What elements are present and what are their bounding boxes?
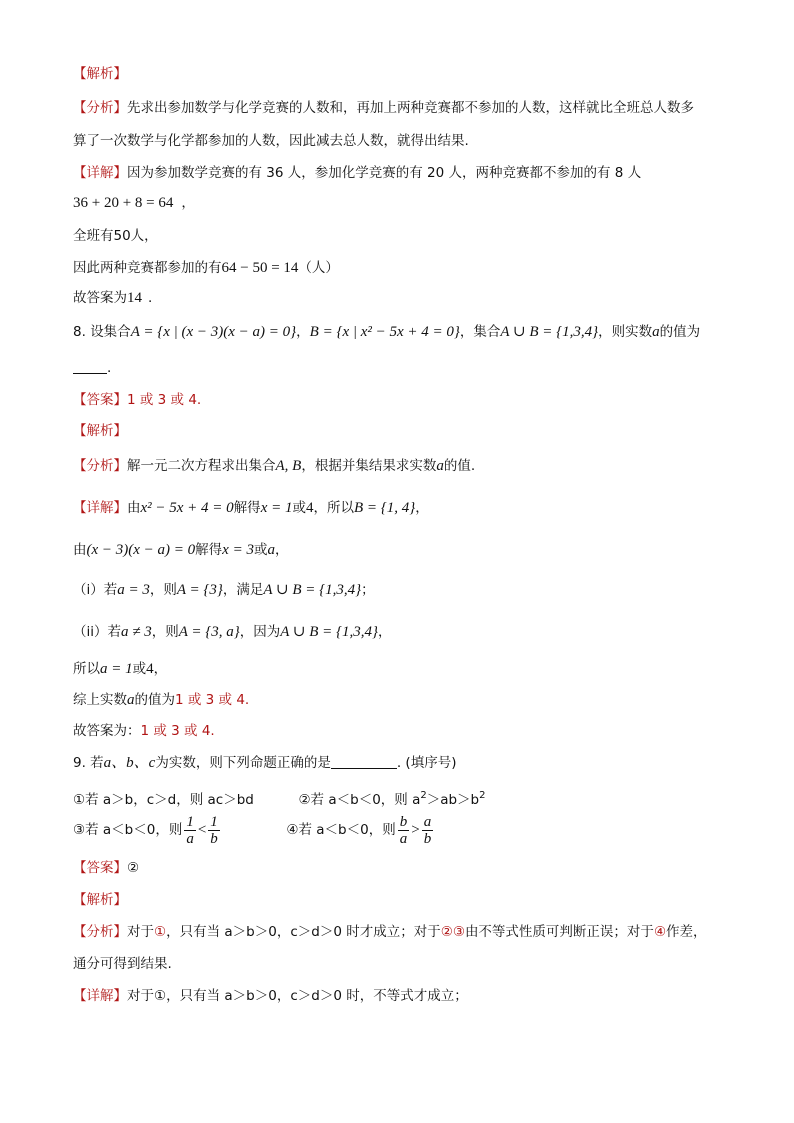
option-ref: ④: [653, 924, 667, 940]
vars: a、b、c: [103, 755, 156, 771]
detail-tag: 【详解】: [73, 165, 127, 181]
q8-detail-2: [73, 540, 288, 560]
numerator: 1: [186, 813, 194, 830]
punct: ，: [415, 500, 429, 516]
q8-blank-line: [73, 358, 111, 378]
union-expr: A ∪ B = {1,3,4}: [500, 324, 599, 340]
text: 解一元二次方程求出集合: [127, 458, 276, 474]
answer-blank: [331, 754, 397, 769]
text: 由不等式性质可判断正误；对于: [464, 924, 654, 940]
answer-tag: 【答案】: [73, 392, 127, 408]
text: （ii）若: [73, 624, 122, 640]
q8-analysis: [73, 456, 475, 476]
option-ref: ②③: [440, 924, 465, 940]
solution: a = 1: [100, 661, 133, 677]
q8-analysis-heading: 【解析】: [73, 423, 127, 439]
q9-answer: [73, 858, 139, 878]
q9-analysis-cont: 通分可得到结果.: [73, 956, 172, 972]
summary-value: 1 或 3 或 4.: [175, 692, 250, 708]
sup-2: 2: [420, 790, 427, 801]
set-a-def: A = {x | (x − 3)(x − a) = 0}: [130, 324, 297, 340]
q8-case-1: [73, 580, 375, 600]
q8-answer: [73, 390, 201, 410]
numerator: a: [423, 813, 432, 830]
text: 或: [292, 500, 306, 516]
q8-stem: [73, 322, 700, 342]
fraction: [208, 814, 220, 847]
q9-options-row1: [73, 786, 486, 810]
set-b-value: B = {1, 4}: [353, 500, 416, 516]
text: （i）若: [73, 582, 118, 598]
option-ref: ①: [154, 924, 167, 940]
text: （人）: [298, 260, 339, 276]
detail-text: 因为参加数学竞赛的有 36 人，参加化学竞赛的有 20 人，两种竞赛都不参加的有 8 人: [127, 165, 642, 181]
text: 解得: [195, 542, 223, 558]
text: ，根据并集结果求实数: [301, 458, 437, 474]
answer-line: [73, 288, 152, 308]
text: 为实数，则下列命题正确的是: [155, 755, 331, 771]
detail-tag: 【详解】: [73, 988, 127, 1004]
analysis-text: 先求出参加数学与化学竞赛的人数和，再加上两种竞赛都不参加的人数，这样就比全班总人数多: [127, 100, 694, 116]
answer-value: ②: [127, 860, 140, 876]
text: ②若 a＜b＜0，则 a: [298, 792, 421, 808]
text: 的值.: [443, 458, 476, 474]
product-eq: (x − 3)(x − a) = 0: [86, 542, 196, 558]
numerator: 1: [210, 813, 218, 830]
text: 由: [127, 500, 141, 516]
answer-number: 14: [127, 290, 142, 306]
q8-so: [73, 659, 167, 679]
union-expr: A ∪ B = {1,3,4}: [280, 624, 379, 640]
answer-value: 1 或 3 或 4.: [127, 392, 202, 408]
option-2: [298, 792, 485, 808]
solution: x = 3: [222, 542, 254, 558]
analysis-heading: 【解析】: [73, 66, 127, 82]
q9-options-row2: [73, 812, 435, 848]
punct: ，: [296, 324, 310, 340]
analysis-paragraph: [73, 98, 694, 118]
text: 所以: [73, 661, 100, 677]
var: a: [436, 458, 444, 474]
text: 9. 若: [73, 755, 104, 771]
fraction: [184, 814, 196, 847]
q9-analysis: [73, 922, 707, 942]
q8-summary: [73, 690, 249, 710]
sets: A, B: [275, 458, 302, 474]
text: 或: [132, 661, 147, 677]
q9-analysis-heading: 【解析】: [73, 892, 127, 908]
text: 故答案为：: [73, 723, 141, 739]
text: 的值为: [134, 692, 175, 708]
punct: .: [107, 360, 112, 376]
text: ＞ab＞b: [426, 792, 480, 808]
solution: x = 1: [260, 500, 293, 516]
denominator: a: [186, 830, 194, 847]
text: ，所以: [313, 500, 354, 516]
text: ，满足: [222, 582, 264, 598]
text: 解得: [233, 500, 261, 516]
text: ，因为: [239, 624, 281, 640]
punct: ；: [361, 582, 375, 598]
text: ，则: [149, 582, 177, 598]
fraction: [398, 814, 410, 847]
text: 对于: [127, 924, 154, 940]
text: 设集合: [90, 324, 131, 340]
text: ，则实数: [598, 324, 653, 340]
set-a-value: A = {3}: [176, 582, 223, 598]
equation-diff: 64 − 50 = 14: [221, 260, 299, 276]
answer-blank: [73, 359, 107, 374]
option-4-text: ④若 a＜b＜0，则: [286, 822, 396, 838]
q8-case-2: [73, 622, 392, 642]
final-value: 1 或 3 或 4.: [140, 723, 215, 739]
q9-detail: [73, 986, 468, 1006]
option-1: ①若 a＞b，c＞d，则 ac＞bd: [73, 792, 254, 808]
text: ，则: [151, 624, 179, 640]
q8-detail-1: [73, 498, 429, 518]
equation-sum-expr: 36 + 20 + 8 = 64: [73, 195, 174, 211]
denominator: b: [423, 830, 432, 847]
q9-stem: [73, 753, 456, 773]
text: 综上实数: [73, 692, 127, 708]
condition: a = 3: [117, 582, 150, 598]
var: a: [267, 542, 275, 558]
gt-sign: >: [411, 822, 420, 838]
detail-paragraph: [73, 163, 641, 183]
condition: a ≠ 3: [121, 624, 152, 640]
answer-tag: 【答案】: [73, 860, 127, 876]
class-total-line: 全班有50人，: [73, 228, 158, 244]
solution: 4: [146, 661, 154, 677]
analysis-tag: 【分析】: [73, 458, 127, 474]
option-3-text: ③若 a＜b＜0，则: [73, 822, 183, 838]
fraction: [422, 814, 434, 847]
text: ，集合: [459, 324, 501, 340]
quadratic-eq: x² − 5x + 4 = 0: [140, 500, 234, 516]
detail-text: 对于①，只有当 a＞b＞0，c＞d＞0 时，不等式才成立；: [127, 988, 468, 1004]
text: 因此两种竞赛都参加的有: [73, 260, 222, 276]
equation-sum: [73, 193, 195, 213]
text: 或: [253, 542, 268, 558]
analysis-tag: 【分析】: [73, 100, 127, 116]
union-expr: A ∪ B = {1,3,4}: [263, 582, 362, 598]
punct: ，: [378, 624, 392, 640]
text: ，只有当 a＞b＞0，c＞d＞0 时才成立；对于: [166, 924, 441, 940]
text: 的值为: [659, 324, 701, 340]
set-a-value: A = {3, a}: [178, 624, 240, 640]
analysis-paragraph-cont: 算了一次数学与化学都参加的人数，因此减去总人数，就得出结果.: [73, 133, 469, 149]
punct: ，: [181, 195, 195, 211]
solution: 4: [305, 500, 314, 516]
q8-final: [73, 721, 215, 741]
detail-tag: 【详解】: [73, 500, 127, 516]
punct: .: [148, 290, 153, 306]
q8-number: 8.: [73, 324, 86, 340]
set-b-def: B = {x | x² − 5x + 4 = 0}: [309, 324, 460, 340]
lt-sign: <: [197, 822, 207, 838]
denominator: b: [210, 830, 218, 847]
sup-2: 2: [479, 790, 486, 801]
var: a: [652, 324, 660, 340]
punct: ，: [153, 661, 168, 677]
punct: ，: [274, 542, 289, 558]
numerator: b: [399, 813, 408, 830]
text: 由: [73, 542, 87, 558]
denominator: a: [399, 830, 408, 847]
text: 作差，: [666, 924, 707, 940]
var: a: [127, 692, 135, 708]
text: 故答案为: [73, 290, 127, 306]
analysis-tag: 【分析】: [73, 924, 127, 940]
text: . (填序号): [396, 755, 457, 771]
both-count-line: [73, 258, 339, 278]
